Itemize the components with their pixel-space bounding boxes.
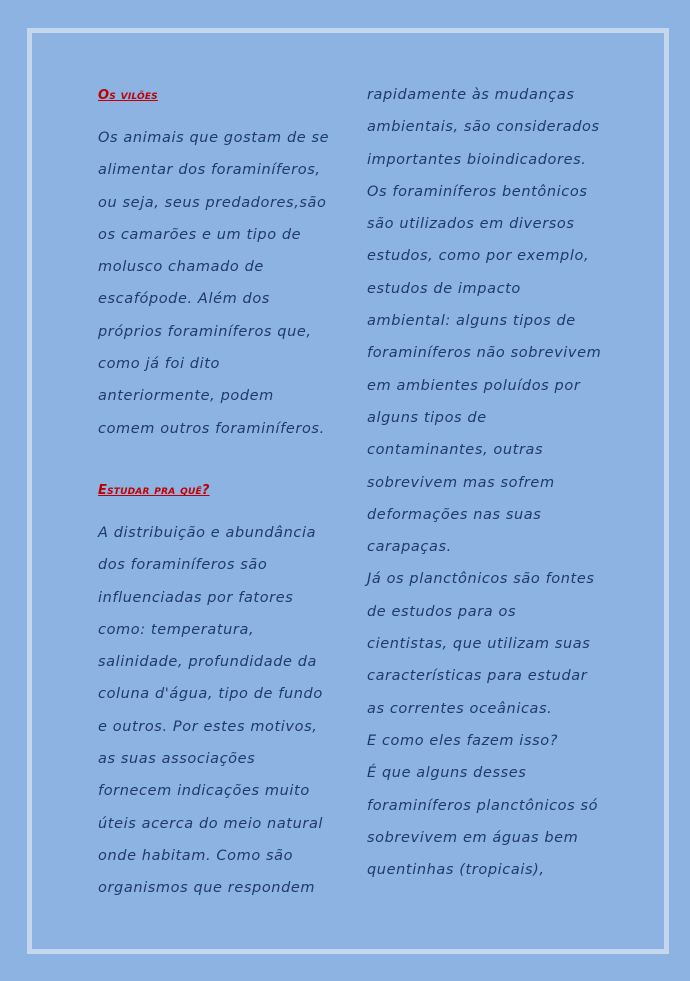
text-line: as suas associações — [98, 751, 256, 768]
text-line: alguns tipos de — [367, 409, 487, 426]
text-line: anteriormente, podem — [98, 388, 274, 405]
paragraph-bioindicadores — [367, 79, 607, 886]
text-line: como já foi dito — [98, 356, 220, 373]
text-line: ou seja, seus predadores,são — [98, 194, 327, 211]
text-line: coluna d'água, tipo de fundo — [98, 686, 323, 703]
text-line: É que alguns desses — [367, 765, 527, 782]
text-line: Os foraminíferos bentônicos — [367, 183, 588, 200]
text-line: são utilizados em diversos — [367, 216, 575, 233]
text-line: ambientais, são considerados — [367, 119, 600, 136]
text-line: foraminíferos planctônicos só — [367, 797, 599, 814]
text-line: os camarões e um tipo de — [98, 226, 302, 243]
text-line: influenciadas por fatores — [98, 589, 294, 606]
text-line: organismos que respondem — [98, 880, 316, 897]
text-line: como: temperatura, — [98, 621, 255, 638]
text-line: comem outros foraminíferos. — [98, 420, 325, 437]
text-line: fornecem indicações muito — [98, 783, 310, 800]
paragraph-distribuicao — [98, 517, 330, 905]
text-line: salinidade, profundidade da — [98, 654, 318, 671]
text-line: escafópode. Além dos — [98, 291, 270, 308]
text-line: molusco chamado de — [98, 259, 264, 276]
heading-os-viloes: Os vilões — [98, 88, 158, 103]
text-line: estudos, como por exemplo, — [367, 248, 590, 265]
right-column — [367, 79, 607, 886]
text-line: carapaças. — [367, 539, 452, 556]
text-line: dos foraminíferos são — [98, 557, 268, 574]
text-line: sobrevivem mas sofrem — [367, 474, 555, 491]
text-line: Os animais que gostam de se — [98, 130, 330, 146]
text-line: alimentar dos foraminíferos, — [98, 162, 321, 179]
text-line: e outros. Por estes motivos, — [98, 718, 318, 735]
heading-estudar-pra-que: Estudar pra quê? — [98, 482, 210, 498]
text-line: úteis acerca do meio natural — [98, 815, 324, 832]
text-line: de estudos para os — [367, 603, 517, 620]
text-line: E como eles fazem isso? — [367, 732, 559, 749]
text-line: ambiental: alguns tipos de — [367, 313, 576, 330]
text-line: deformações nas suas — [367, 506, 542, 523]
text-line: sobrevivem em águas bem — [367, 829, 579, 846]
text-line: estudos de impacto — [367, 280, 521, 297]
text-line: cientistas, que utilizam suas — [367, 636, 591, 653]
text-line: características para estudar — [367, 668, 588, 685]
text-line: quentinhas (tropicais), — [367, 862, 545, 879]
text-line: em ambientes poluídos por — [367, 377, 581, 394]
text-line: Já os planctônicos são fontes — [367, 571, 595, 588]
text-line: onde habitam. Como são — [98, 847, 294, 864]
left-column — [98, 80, 330, 905]
paragraph-predadores — [98, 122, 330, 445]
text-line: próprios foraminíferos que, — [98, 323, 312, 340]
text-line: contaminantes, outras — [367, 442, 544, 459]
text-line: foraminíferos não sobrevivem — [367, 345, 602, 362]
text-line: as correntes oceânicas. — [367, 700, 553, 717]
text-line: A distribuição e abundância — [98, 524, 317, 541]
text-line: rapidamente às mudanças — [367, 87, 575, 103]
text-line: importantes bioindicadores. — [367, 151, 587, 168]
